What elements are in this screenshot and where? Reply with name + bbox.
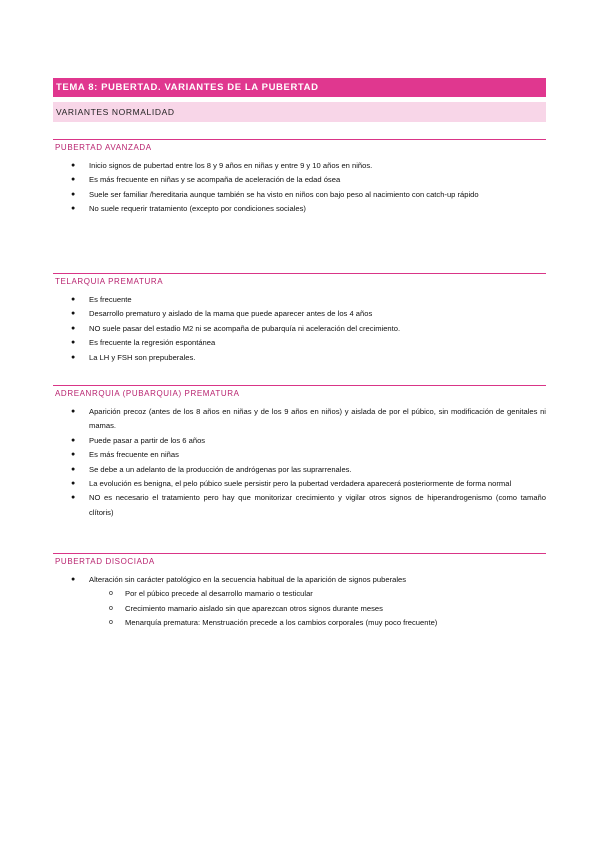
- item-text: Es más frecuente en niñas y se acompaña de aceleración de la edad ósea: [89, 175, 341, 185]
- section-pubertad-disociada: [53, 553, 546, 631]
- section-pubertad-avanzada: [53, 139, 546, 217]
- page-subtitle: VARIANTES NORMALIDAD: [53, 102, 546, 122]
- item-text: La LH y FSH son prepuberales.: [89, 352, 196, 362]
- sub-list: [53, 587, 546, 630]
- list-item: [53, 159, 546, 173]
- item-text: Inicio signos de pubertad entre los 8 y 9 años en niñas y entre 9 y 10 años en niños.: [89, 161, 373, 170]
- bullet-icon: ●: [71, 436, 76, 444]
- sub-list-item: [53, 587, 546, 601]
- bullet-icon: ●: [71, 451, 76, 459]
- list-item: [53, 573, 546, 587]
- circle-bullet-icon: o: [109, 604, 113, 612]
- list-item: [53, 322, 546, 336]
- list-item: [53, 405, 546, 434]
- list-item: [53, 463, 546, 477]
- list-item: [53, 202, 546, 216]
- item-text: Aparición precoz (antes de los 8 años en niñas y de los 9 años en niños) y aislada de por el púbico, sin modificación de genitales ni mamas.: [89, 407, 546, 431]
- item-text: Alteración sin carácter patológico en la secuencia habitual de la aparición de signos puberales: [89, 575, 407, 584]
- bullet-icon: ●: [71, 324, 76, 332]
- section-heading: TELARQUIA PREMATURA: [55, 277, 164, 286]
- item-text: La evolución es benigna, el pelo púbico suele persistir pero la pubertad verdadera aparecerá posteriormente de forma normal: [89, 479, 512, 489]
- item-text: NO suele pasar del estadio M2 ni se acompaña de pubarquía ni aceleración del crecimiento.: [89, 323, 401, 333]
- item-text: Menarquía prematura: Menstruación precede a los cambios corporales (muy poco frecuente): [125, 618, 438, 628]
- item-text: Crecimiento mamario aislado sin que aparezcan otros signos durante meses: [125, 603, 383, 613]
- list-item: [53, 307, 546, 321]
- list-item: [53, 491, 546, 520]
- list-item: [53, 293, 546, 307]
- bullet-icon: ●: [71, 494, 76, 502]
- bullet-icon: ●: [71, 176, 76, 184]
- bullet-icon: ●: [71, 310, 76, 318]
- section-heading: PUBERTAD DISOCIADA: [55, 557, 155, 566]
- section-telarquia-prematura: [53, 273, 546, 365]
- bullet-list: [53, 405, 546, 520]
- item-text: Es frecuente la regresión espontánea: [89, 338, 216, 348]
- page-header: [53, 78, 546, 122]
- list-item: [53, 434, 546, 448]
- item-text: Suele ser familiar /hereditaria aunque también se ha visto en niños con bajo peso al nacimiento con catch-up rápido: [89, 189, 479, 199]
- bullet-icon: ●: [71, 162, 76, 169]
- sub-list-item: [53, 616, 546, 630]
- list-item: [53, 477, 546, 491]
- list-item: [53, 173, 546, 187]
- item-text: NO es necesario el tratamiento pero hay que monitorizar crecimiento y vigilar otros signos de hiperandrogenismo (como tamaño clítoris): [89, 493, 546, 517]
- bullet-icon: ●: [71, 296, 76, 303]
- section-heading: ADREANRQUIA (PUBARQUIA) PREMATURA: [55, 389, 240, 398]
- list-item: [53, 351, 546, 365]
- item-text: Por el púbico precede al desarrollo mamario o testicular: [125, 589, 313, 599]
- bullet-list: [53, 573, 546, 587]
- item-text: Desarrollo prematuro y aislado de la mama que puede aparecer antes de los 4 años: [89, 309, 373, 319]
- list-item: [53, 188, 546, 202]
- circle-bullet-icon: o: [109, 590, 113, 598]
- item-text: Es frecuente: [89, 295, 132, 304]
- section-adrenarquia-prematura: [53, 385, 546, 520]
- bullet-icon: ●: [71, 408, 76, 415]
- bullet-list: [53, 293, 546, 365]
- circle-bullet-icon: o: [109, 619, 113, 627]
- bullet-icon: ●: [71, 353, 76, 361]
- item-text: No suele requerir tratamiento (excepto por condiciones sociales): [89, 204, 306, 214]
- list-item: [53, 336, 546, 350]
- item-text: Es más frecuente en niñas: [89, 450, 179, 460]
- item-text: Puede pasar a partir de los 6 años: [89, 435, 206, 445]
- list-item: [53, 448, 546, 462]
- bullet-icon: ●: [71, 190, 76, 198]
- sub-list-item: [53, 602, 546, 616]
- bullet-icon: ●: [71, 480, 76, 488]
- bullet-list: [53, 159, 546, 217]
- section-heading: PUBERTAD AVANZADA: [55, 143, 152, 152]
- bullet-icon: ●: [71, 465, 76, 473]
- page-title: TEMA 8: PUBERTAD. VARIANTES DE LA PUBERTAD: [53, 78, 546, 97]
- bullet-icon: ●: [71, 339, 76, 347]
- bullet-icon: ●: [71, 205, 76, 213]
- bullet-icon: ●: [71, 576, 76, 583]
- item-text: Se debe a un adelanto de la producción de andrógenas por las suprarrenales.: [89, 464, 352, 474]
